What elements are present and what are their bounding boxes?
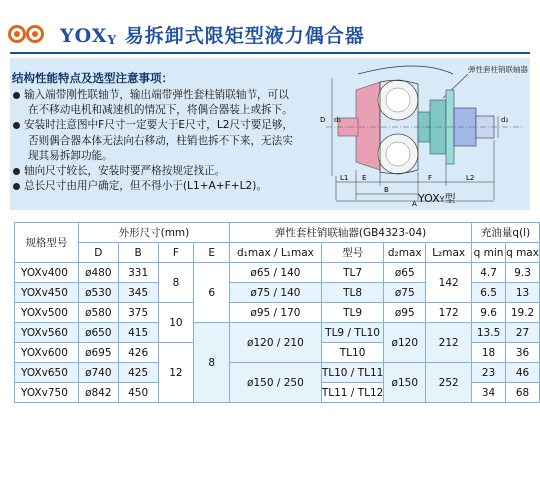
- note-item: 总长尺寸由用户确定，但不得小于(L1+A+F+L2)。: [12, 179, 312, 194]
- table-row: YOXv450 ø530 345 ø75 / 140 TL8 ø75 6.5 13: [15, 283, 540, 303]
- col-header-model: 规格型号: [15, 223, 79, 263]
- col-header-qmin: q min: [472, 243, 506, 263]
- notes-list: [12, 88, 312, 194]
- table-row: YOXv500 ø580 375 10 ø95 / 170 TL9 ø95 172 9.6 19.2: [15, 303, 540, 323]
- svg-text:L1: L1: [340, 174, 349, 182]
- note-item: 输入端带刚性联轴节，输出端带弹性套柱销联轴节，可以 在不移动电机和减速机的情况下，将偶合器装上或拆下。: [12, 88, 312, 118]
- coupling-drawing: [318, 60, 530, 208]
- note-item: 安装时注意图中F尺寸一定要大于E尺寸，L2尺寸要足够， 否则偶合器本体无法向右移动，柱销也拆不下来，无法实 现其易拆卸功能。: [12, 118, 312, 164]
- col-header-qmax: q max: [506, 243, 540, 263]
- col-header-L2: L₂max: [426, 243, 472, 263]
- col-header-B: B: [118, 243, 158, 263]
- note-item: 轴向尺寸较长，安装时要严格按规定找正。: [12, 164, 312, 179]
- svg-text:d₁: d₁: [334, 116, 342, 124]
- title-divider: [10, 52, 530, 54]
- svg-text:B: B: [384, 186, 389, 194]
- page-title: YOXY 易拆卸式限矩型液力偶合器: [60, 24, 365, 47]
- svg-text:d₂: d₂: [501, 116, 509, 124]
- callout-label: 弹性套柱销联轴器: [468, 65, 528, 74]
- col-header-type: 型号: [321, 243, 383, 263]
- col-header-coupling: 弹性套柱销联轴器(GB4323-04): [230, 223, 472, 243]
- brand-logo-rings: [8, 23, 54, 45]
- spec-table: [14, 222, 540, 403]
- drawing-caption: YOXY型: [418, 192, 456, 205]
- svg-text:E: E: [362, 174, 367, 182]
- notes-heading: 结构性能特点及选型注意事项：: [12, 71, 173, 85]
- table-row: YOXv560 ø650 415 8 ø120 / 210 TL9 / TL10 ø120 212 13.5 27: [15, 323, 540, 343]
- col-header-dims: 外形尺寸(mm): [78, 223, 229, 243]
- col-header-oil: 充油量q(l): [472, 223, 540, 243]
- table-row: YOXv400 ø480 331 8 6 ø65 / 140 TL7 ø65 142 4.7 9.3: [15, 263, 540, 283]
- table-row: YOXv600 ø695 426 12 TL10 18 36: [15, 343, 540, 363]
- svg-text:F: F: [428, 174, 433, 182]
- col-header-D: D: [78, 243, 118, 263]
- table-row: YOXv650 ø740 425 ø150 / 250 TL10 / TL11 ø150 252 23 46: [15, 363, 540, 383]
- col-header-E: E: [194, 243, 230, 263]
- table-row: YOXv750 ø842 450 TL11 / TL12 34 68: [15, 383, 540, 403]
- svg-text:A: A: [412, 200, 417, 208]
- svg-text:D: D: [320, 116, 326, 124]
- ring-icon: [26, 25, 44, 43]
- svg-text:L2: L2: [466, 174, 475, 182]
- col-header-d2: d₂max: [384, 243, 426, 263]
- page-header: [8, 21, 365, 47]
- col-header-F: F: [158, 243, 194, 263]
- col-header-d1-L1: d₁max / L₁max: [230, 243, 322, 263]
- ring-icon: [8, 25, 26, 43]
